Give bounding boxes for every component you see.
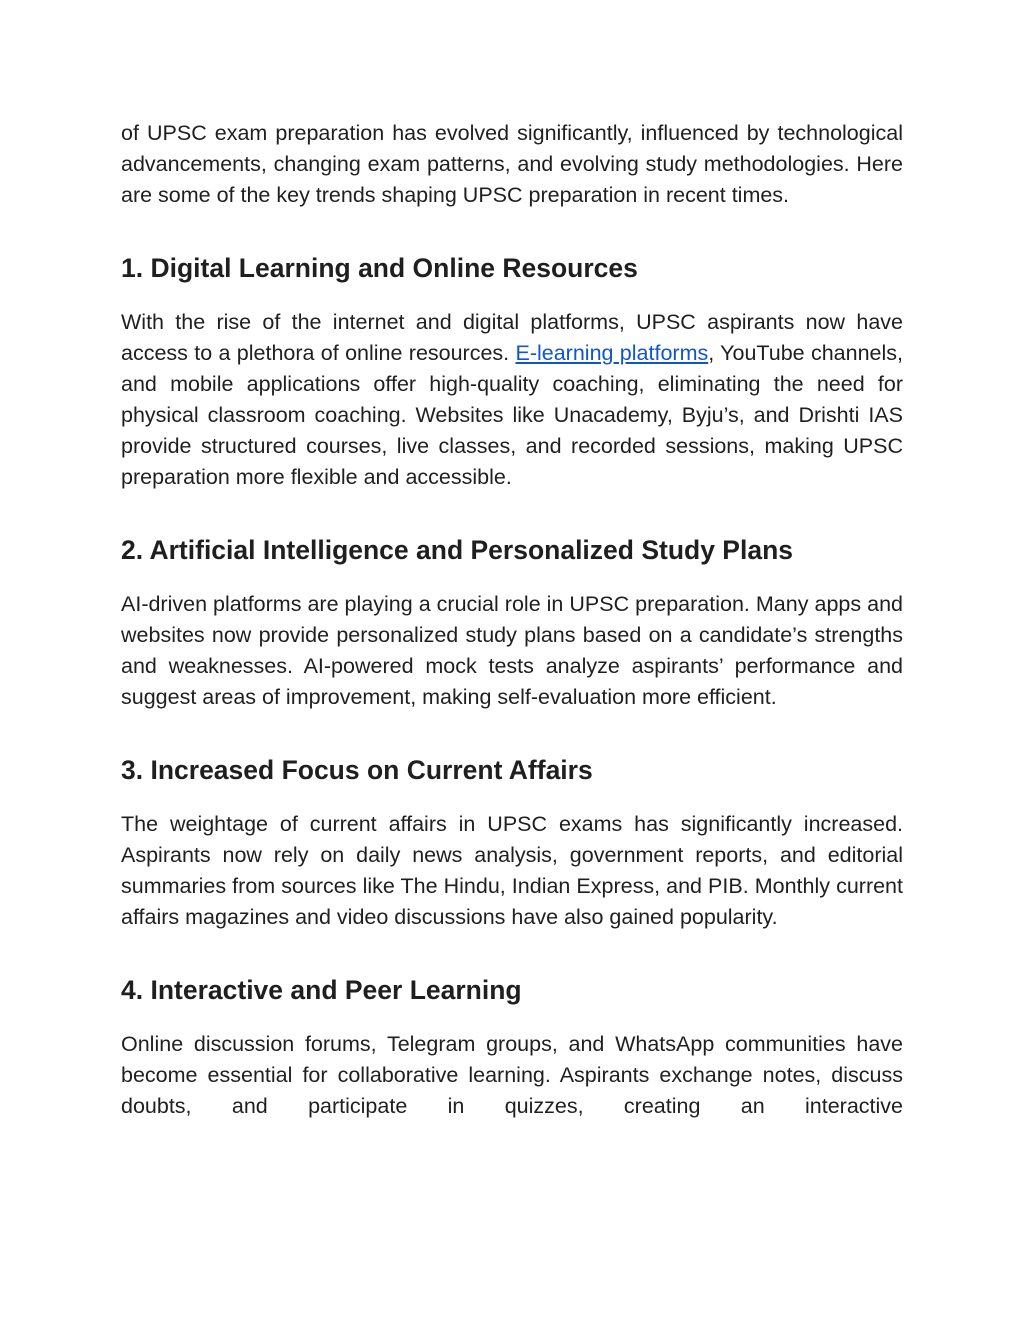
section-heading-ai-study-plans: 2. Artificial Intelligence and Personalized Study Plans: [121, 535, 794, 565]
section-paragraph-current-affairs: The weightage of current affairs in UPSC exams has significantly increased. Aspirants now rely on daily news analysis, government reports, and editorial summaries from sources like The Hindu, Indian Express, and PIB. Monthly current affairs magazines and video discussions have also gained popularity.: [121, 812, 903, 929]
section-heading-current-affairs: 3. Increased Focus on Current Affairs: [121, 755, 593, 785]
section-paragraph-ai-study-plans: AI-driven platforms are playing a crucial role in UPSC preparation. Many apps and websites now provide personalized study plans based on a candidate’s strengths and weaknesses. AI-powered mock tests analyze aspirants’ performance and suggest areas of improvement, making self-evaluation more efficient.: [121, 592, 903, 709]
section-paragraph-digital-learning: [121, 307, 903, 493]
paragraph-text-before-link: With the rise of the internet and digital platforms, UPSC aspirants now have access to a plethora of online resources.: [121, 310, 903, 365]
section-paragraph-peer-learning: Online discussion forums, Telegram groups, and WhatsApp communities have become essential for collaborative learning. Aspirants exchange notes, discuss doubts, and participate in quizzes, creating an interactive: [121, 1032, 903, 1118]
paragraph-text-after-link: , YouTube channels, and mobile applications offer high-quality coaching, eliminating the need for physical classroom coaching. Websites like Unacademy, Byju’s, and Drishti IAS provide structured courses, live classes, and recorded sessions, making UPSC preparation more flexible and accessible.: [121, 341, 904, 489]
intro-paragraph: of UPSC exam preparation has evolved significantly, influenced by technological advancements, changing exam patterns, and evolving study methodologies. Here are some of the key trends shaping UPSC preparation in recent times.: [121, 121, 903, 207]
section-heading-peer-learning: 4. Interactive and Peer Learning: [121, 975, 522, 1005]
document-page: [121, 118, 903, 1122]
section-heading-digital-learning: 1. Digital Learning and Online Resources: [121, 253, 638, 283]
e-learning-platforms-link[interactable]: E-learning platforms: [515, 341, 709, 365]
